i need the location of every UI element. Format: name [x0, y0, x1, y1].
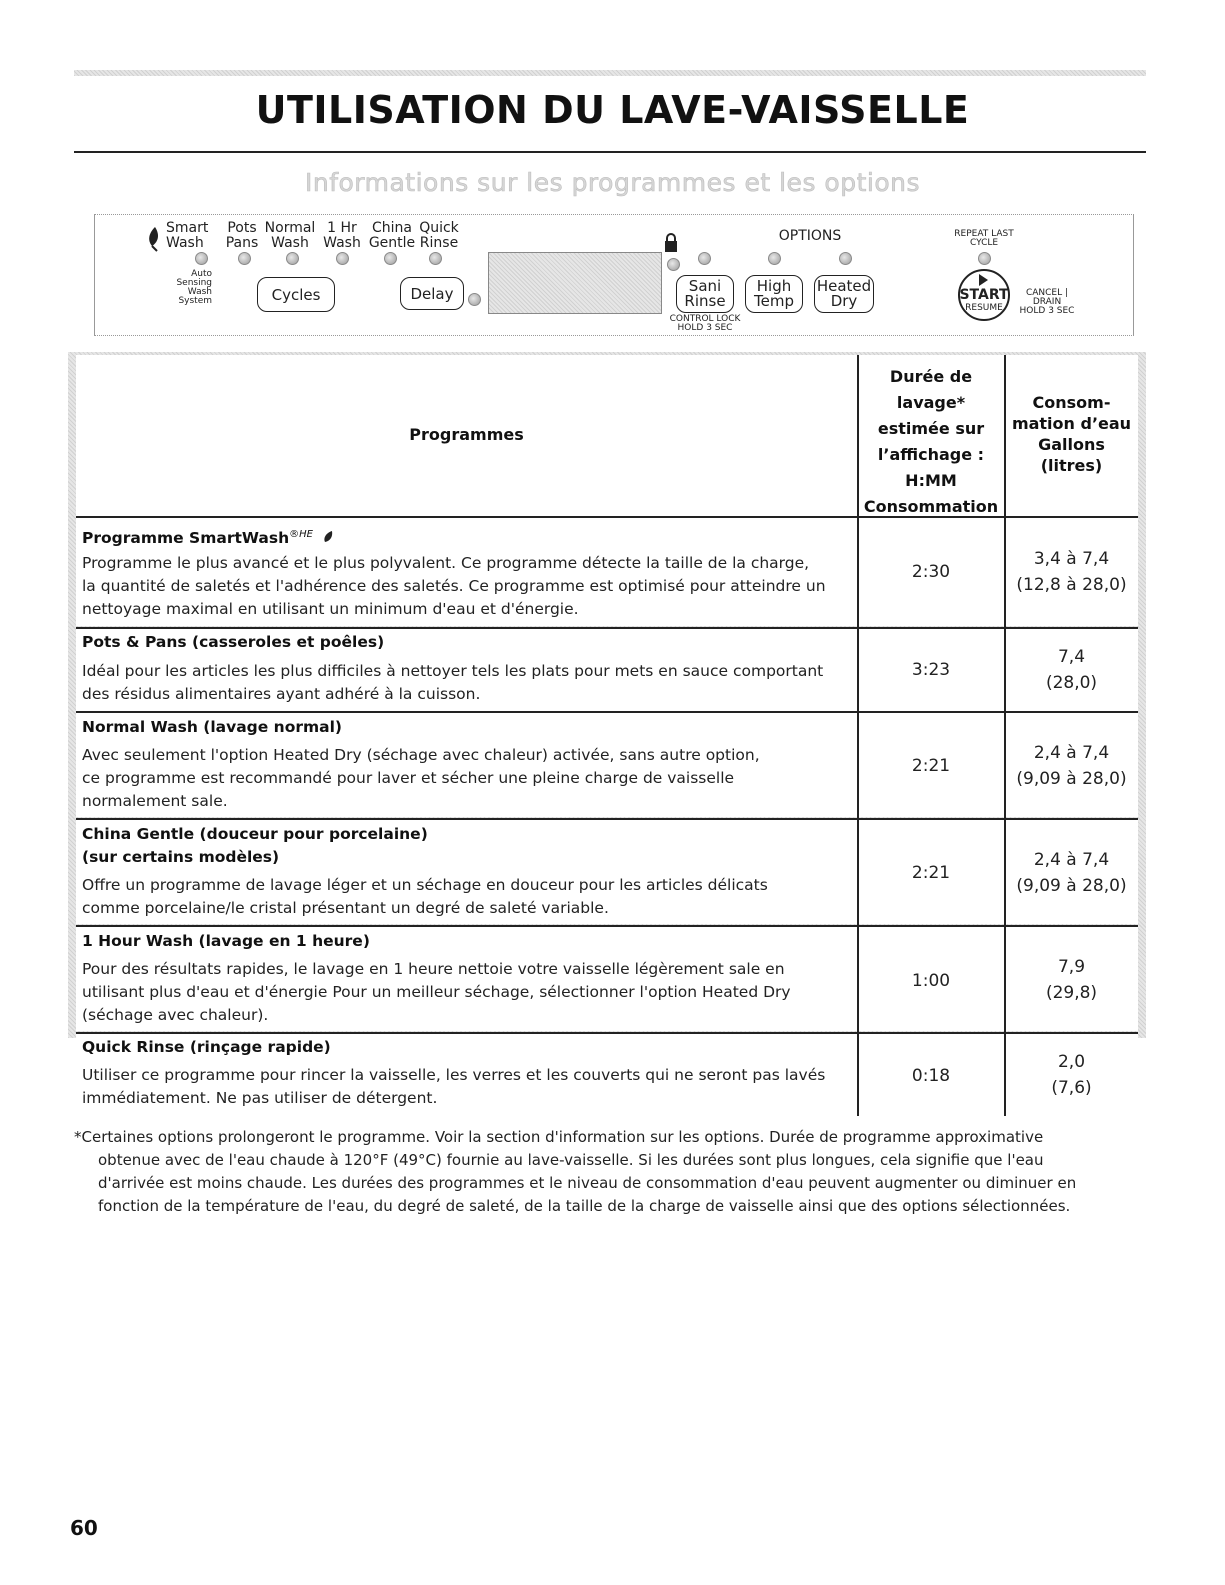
indicator-light-normal-wash: [286, 252, 299, 265]
column-header-eau: Consom- mation d’eau Gallons (litres): [1011, 393, 1132, 475]
control-lock-label: CONTROL LOCK HOLD 3 SEC: [669, 314, 741, 333]
page-number: 60: [70, 1516, 98, 1540]
duree-cell: 1:00: [858, 926, 1004, 1031]
leaf-icon: [146, 226, 164, 252]
table-row: [76, 1033, 857, 1114]
leaf-icon: [322, 530, 334, 544]
indicator-light-1hr-wash: [336, 252, 349, 265]
indicator-light-china-gentle: [384, 252, 397, 265]
start-label: START: [959, 287, 1009, 303]
table-row: [76, 713, 857, 817]
column-header-duree: Durée de lavage* estimée sur l’affichage : H:MM Consommation: [863, 367, 999, 516]
table-header-eau: [1005, 355, 1138, 516]
indicator-light-lock: [667, 258, 680, 271]
cycle-label-normal-wash: Normal Wash: [264, 220, 316, 251]
row-description: Avec seulement l'option Heated Dry (séchage avec chaleur) activée, sans autre option, ce programme est recommandé pour laver et sécher une pleine charge de vaisselle normalement sale.: [82, 746, 760, 810]
row-divider: [76, 818, 1138, 820]
duree-cell: 3:23: [858, 628, 1004, 711]
indicator-light-start: [978, 252, 991, 265]
duree-cell: 2:30: [858, 518, 1004, 626]
row-divider: [76, 711, 1138, 713]
row-description: Pour des résultats rapides, le lavage en 1 heure nettoie votre vaisselle légèrement sale en utilisant plus d'eau et d'énergie Pour un meilleur séchage, sélectionner l'option Heated Dry (séchage avec chaleur).: [82, 960, 791, 1024]
row-title: Normal Wash (lavage normal): [82, 718, 343, 736]
indicator-light-pots-pans: [238, 252, 251, 265]
title-divider: [74, 151, 1146, 153]
high-temp-button: High Temp: [745, 275, 803, 313]
auto-sensing-label: Auto Sensing Wash System: [176, 269, 212, 306]
row-title: Pots & Pans (casseroles et poêles): [82, 633, 385, 651]
options-label: OPTIONS: [778, 228, 842, 244]
row-divider: [76, 627, 1138, 629]
eau-cell: 7,9 (29,8): [1005, 926, 1138, 1031]
row-title: Programme SmartWash$^{®HE}$: [82, 523, 334, 550]
row-title: 1 Hour Wash (lavage en 1 heure): [82, 932, 370, 950]
section-subtitle: Informations sur les programmes et les options: [304, 168, 920, 197]
delay-button: Delay: [400, 277, 464, 310]
table-row: [76, 819, 857, 924]
indicator-light-sani-rinse: [698, 252, 711, 265]
cycle-label-1hr-wash: 1 Hr Wash: [323, 220, 361, 251]
duree-cell: 2:21: [858, 713, 1004, 817]
eau-cell: 2,4 à 7,4 (9,09 à 28,0): [1005, 713, 1138, 817]
row-divider: [76, 925, 1138, 927]
sani-rinse-button: Sani Rinse: [676, 275, 734, 313]
row-description: Utiliser ce programme pour rincer la vaisselle, les verres et les couverts qui ne seront pas lavés immédiatement. Ne pas utiliser de détergent.: [82, 1066, 826, 1107]
table-header-programmes: [76, 355, 857, 516]
indicator-light-smart-wash: [195, 252, 208, 265]
cycles-button: Cycles: [257, 277, 335, 312]
repeat-last-cycle-label: REPEAT LAST CYCLE: [954, 229, 1014, 248]
cycle-label-pots-pans: Pots Pans: [225, 220, 259, 251]
indicator-light-quick-rinse: [429, 252, 442, 265]
smart-wash-label: Smart Wash: [166, 220, 209, 251]
duree-cell: 2:21: [858, 819, 1004, 924]
table-row: [76, 518, 857, 626]
footnote: *Certaines options prolongeront le programme. Voir la section d'information sur les options. Durée de programme approximative obtenue avec de l'eau chaude à 120°F (49°C) fournie au lave-vaisselle. Si les durées sont plus longues, cela signifie que l'eau d'arrivée est moins chaude. Les durées des programmes et le niveau de consommation d'eau peuvent augmenter ou diminuer en fonction de la température de l'eau, du degré de saleté, de la taille de la charge de vaisselle ainsi que des options sélectionnées.: [74, 1128, 1077, 1215]
cycle-label-quick-rinse: Quick Rinse: [419, 220, 459, 251]
lock-icon: [664, 233, 678, 253]
row-description: Idéal pour les articles les plus difficiles à nettoyer tels les plats pour mets en sauce comportant des résidus alimentaires ayant adhéré à la cuisson.: [82, 662, 824, 703]
table-header-duree: [858, 355, 1004, 516]
indicator-light-heated-dry: [839, 252, 852, 265]
indicator-light-delay: [468, 293, 481, 306]
row-divider: [76, 1032, 1138, 1034]
eau-cell: 2,4 à 7,4 (9,09 à 28,0): [1005, 819, 1138, 924]
eau-cell: 3,4 à 7,4 (12,8 à 28,0): [1005, 518, 1138, 626]
digital-display: [488, 252, 662, 314]
row-title: China Gentle (douceur pour porcelaine) (sur certains modèles): [82, 825, 428, 866]
cycle-label-china-gentle: China Gentle: [368, 220, 416, 251]
page-title: UTILISATION DU LAVE-VAISSELLE: [255, 88, 970, 132]
play-icon: [976, 273, 990, 287]
heated-dry-button: Heated Dry: [814, 275, 874, 313]
eau-cell: 7,4 (28,0): [1005, 628, 1138, 711]
table-row: [76, 926, 857, 1031]
cancel-drain-label: CANCEL | DRAIN HOLD 3 SEC: [1019, 288, 1075, 316]
indicator-light-high-temp: [768, 252, 781, 265]
column-divider: [857, 355, 859, 1116]
column-header-programmes: Programmes: [409, 425, 524, 444]
eau-cell: 2,0 (7,6): [1005, 1033, 1138, 1114]
table-row: [76, 628, 857, 711]
row-divider: [76, 516, 1138, 518]
row-description: Offre un programme de lavage léger et un séchage en douceur pour les articles délicats comme porcelaine/le cristal présentant un degré de saleté variable.: [82, 876, 768, 917]
row-description: Programme le plus avancé et le plus polyvalent. Ce programme détecte la taille de la charge, la quantité de saletés et l'adhérence des saletés. Ce programme est optimisé pour atteindre un nettoyage maximal en utilisant un minimum d'eau et d'énergie.: [82, 554, 826, 618]
resume-label: RESUME: [965, 303, 1003, 313]
top-rule: [74, 70, 1146, 76]
duree-cell: 0:18: [858, 1033, 1004, 1114]
row-title: Quick Rinse (rinçage rapide): [82, 1038, 331, 1056]
column-divider: [1004, 355, 1006, 1116]
